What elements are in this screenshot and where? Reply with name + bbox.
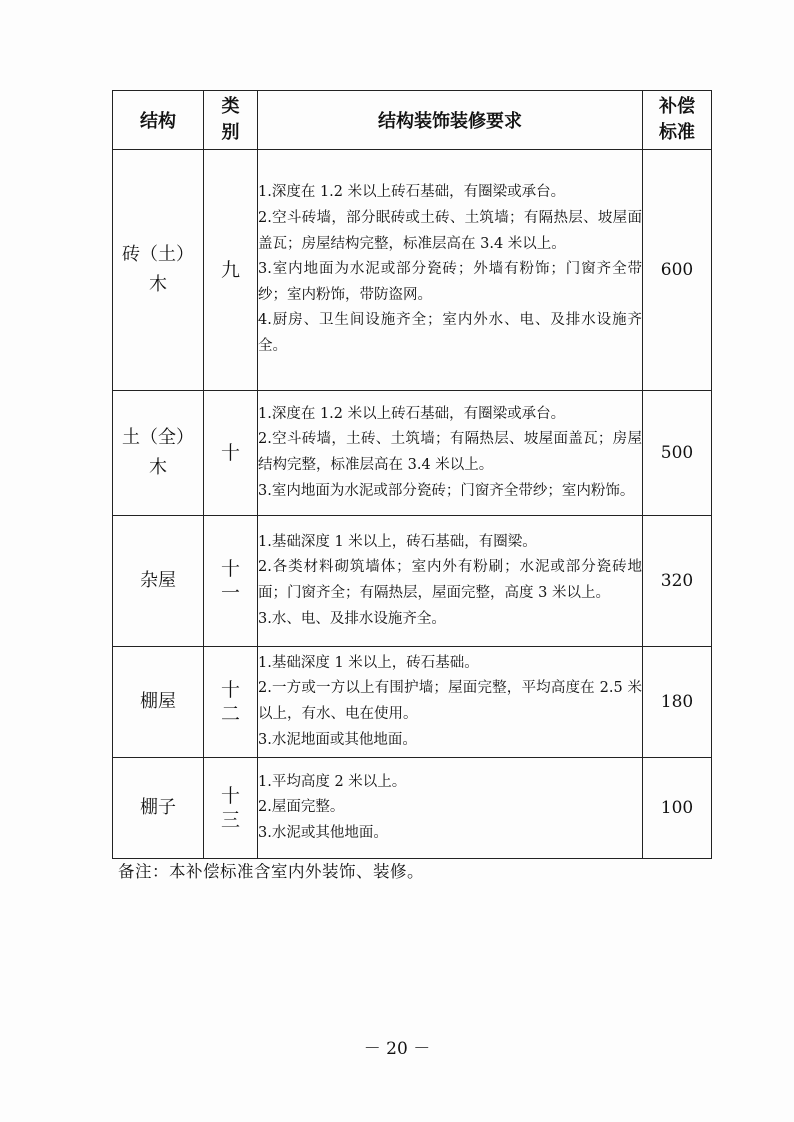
category-line2: 一 [220,582,240,604]
requirements-cell [258,516,643,647]
requirement-item: 1.平均高度 2 米以上。 [258,773,407,790]
page-number: － 20 － [363,1039,431,1059]
requirement-item: 2.一方或一方以上有围护墙；屋面完整，平均高度在 2.5 米以上，有水、电在使用。 [258,680,642,722]
category-cell [204,150,258,391]
table-row [113,647,712,758]
header-compensation-line2: 标准 [659,122,695,143]
header-category [204,91,258,150]
requirement-item: 2.空斗砖墙，土砖、土筑墙；有隔热层、坡屋面盖瓦；房屋结构完整，标准层高在 3.4 米以上。 [258,431,642,473]
requirement-item: 2.各类材料砌筑墙体；室内外有粉刷；水泥或部分瓷砖地面；门窗齐全；有隔热层，屋面完整，高度 3 米以上。 [258,559,642,601]
category-line2: 二 [220,703,240,725]
structure-line1: 土（全） [122,427,194,448]
category-line1: 十 [220,558,240,580]
structure-cell [113,758,204,859]
requirement-item: 1.深度在 1.2 米以上砖石基础，有圈梁或承台。 [258,405,566,422]
amount-cell: 100 [643,758,712,859]
header-compensation [643,91,712,150]
requirements-cell [258,758,643,859]
structure-cell [113,150,204,391]
footnote: 备注：本补偿标准含室内外装饰、装修。 [118,862,424,881]
amount-cell: 320 [643,516,712,647]
structure-line2: 木 [149,457,167,478]
requirements-cell [258,647,643,758]
requirement-item: 3.水泥地面或其他地面。 [258,731,417,748]
table-row [113,391,712,516]
structure-line2: 木 [149,274,167,295]
requirements-cell [258,150,643,391]
amount-cell: 500 [643,391,712,516]
structure-line1: 棚屋 [140,691,176,712]
category-line1: 十 [220,785,240,807]
requirement-item: 2.空斗砖墙，部分眠砖或土砖、土筑墙；有隔热层、坡屋面盖瓦；房屋结构完整，标准层高在 3.4 米以上。 [258,210,642,252]
category-line2: 三 [220,809,240,831]
table-header-row [113,91,712,150]
table-row [113,758,712,859]
structure-cell [113,647,204,758]
category-line1: 十 [220,442,240,464]
header-compensation-line1: 补偿 [659,96,695,117]
structure-line1: 砖（土） [122,244,194,265]
category-cell [204,758,258,859]
category-line1: 九 [220,259,240,281]
header-category-line2: 别 [221,122,240,143]
requirement-item: 3.室内地面为水泥或部分瓷砖；门窗齐全带纱；室内粉饰。 [258,482,635,499]
requirement-item: 4.厨房、卫生间设施齐全；室内外水、电、及排水设施齐全。 [258,312,642,354]
category-cell [204,647,258,758]
requirements-cell [258,391,643,516]
requirement-item: 2.屋面完整。 [258,799,345,816]
structure-line1: 杂屋 [140,570,176,591]
table-row [113,150,712,391]
requirement-item: 1.基础深度 1 米以上，砖石基础。 [258,654,479,671]
structure-line1: 棚子 [140,797,176,818]
amount-cell: 600 [643,150,712,391]
amount-cell: 180 [643,647,712,758]
requirement-item: 3.水、电、及排水设施齐全。 [258,610,446,627]
requirement-item: 3.水泥或其他地面。 [258,824,388,841]
table-row [113,516,712,647]
header-requirements: 结构装饰装修要求 [258,91,643,150]
compensation-standard-table [112,90,712,859]
category-line1: 十 [220,679,240,701]
requirement-item: 3.室内地面为水泥或部分瓷砖；外墙有粉饰；门窗齐全带纱；室内粉饰，带防盗网。 [258,261,642,303]
structure-cell [113,391,204,516]
header-structure: 结构 [113,91,204,150]
category-cell [204,516,258,647]
requirement-item: 1.基础深度 1 米以上，砖石基础，有圈梁。 [258,533,537,550]
header-category-line1: 类 [221,96,240,117]
category-cell [204,391,258,516]
structure-cell [113,516,204,647]
requirement-item: 1.深度在 1.2 米以上砖石基础，有圈梁或承台。 [258,184,566,201]
